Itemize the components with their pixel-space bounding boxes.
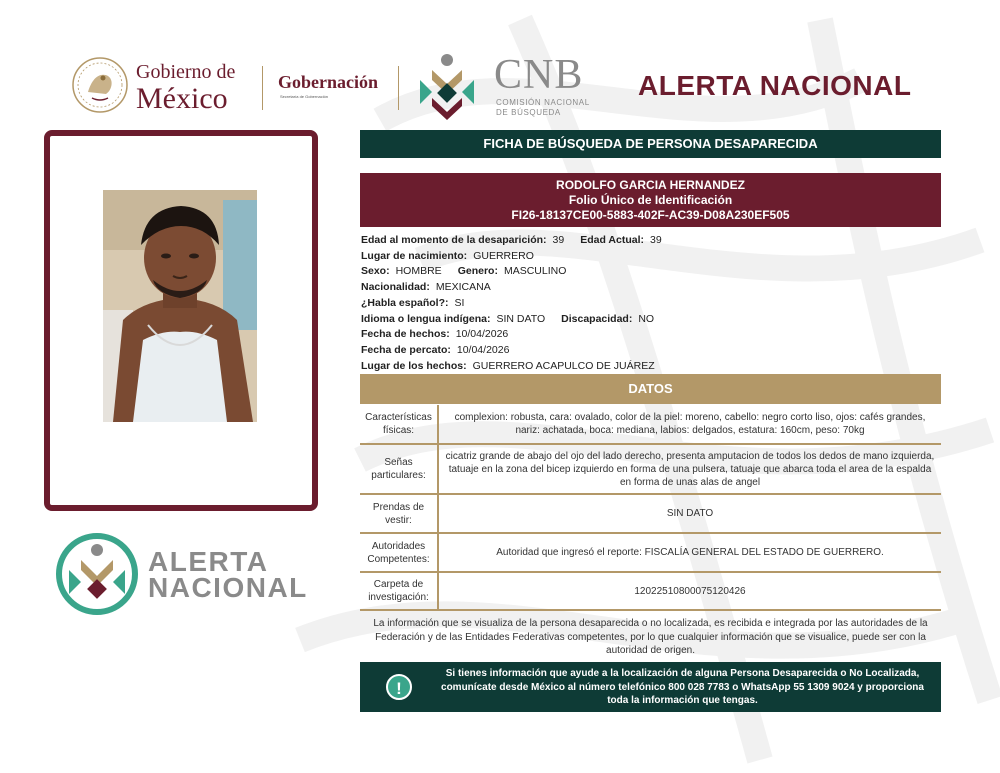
field-row-idioma (361, 312, 941, 328)
alerta-nacional-line2: NACIONAL (148, 572, 308, 603)
alerta-nacional-line1: ALERTA (148, 546, 269, 577)
datos-label: Autoridades Competentes: (360, 534, 439, 571)
mexico-seal-logo (70, 56, 130, 114)
contact-info-bar (360, 662, 941, 712)
alerta-nacional-title: ALERTA NACIONAL (638, 70, 912, 101)
habla-espanol-value: SI (454, 296, 465, 309)
header-divider (262, 66, 263, 110)
lugar-nacimiento-label: Lugar de nacimiento: (361, 249, 468, 262)
lugar-hechos-value: GUERRERO ACAPULCO DE JUÁREZ (472, 359, 655, 372)
ficha-title-bar: FICHA DE BÚSQUEDA DE PERSONA DESAPARECIDA (360, 130, 941, 158)
idioma-label: Idioma o lengua indígena: (361, 312, 491, 325)
field-row-lugar-hechos (361, 359, 941, 375)
discapacidad-label: Discapacidad: (561, 312, 633, 325)
folio-value: FI26-18137CE00-5883-402F-AC39-D08A230EF505 (511, 208, 790, 222)
header-divider (398, 66, 399, 110)
fecha-percato-label: Fecha de percato: (361, 343, 451, 356)
fecha-hechos-value: 10/04/2026 (455, 328, 509, 341)
discapacidad-value: NO (638, 312, 655, 325)
edad-desaparicion-label: Edad al momento de la desaparición: (361, 234, 547, 246)
genero-label: Genero: (457, 265, 498, 278)
lugar-hechos-label: Lugar de los hechos: (361, 359, 467, 372)
exclamation-icon: ! (386, 674, 412, 700)
cnb-title: CNB (494, 52, 584, 98)
datos-value: complexion: robusta, cara: ovalado, color de la piel: moreno, cabello: negro corto liso, ojos: cafés grandes, nariz: achatada, boca: mediana, labios: delgados, estatura: 160cm, peso: 70kg (454, 412, 926, 436)
datos-label: Señas particulares: (360, 445, 439, 493)
gobierno-line2: México (136, 82, 228, 115)
gobierno-de-mexico-wordmark (136, 62, 235, 114)
cnb-subtitle (496, 98, 590, 118)
person-fields (361, 233, 941, 374)
cnb-subtitle-line1: COMISIÓN NACIONAL (496, 98, 590, 107)
person-name-bar (360, 173, 941, 227)
table-row (360, 405, 941, 445)
gobernacion-wordmark: Gobernación (278, 72, 379, 92)
folio-label: Folio Único de Identificación (568, 193, 733, 207)
gobierno-line1: Gobierno de (136, 61, 236, 83)
cnb-logo-icon (410, 50, 484, 124)
field-row-sexo (361, 264, 941, 280)
datos-title-bar: DATOS (360, 374, 941, 404)
datos-label: Prendas de vestir: (360, 495, 439, 532)
genero-value: MASCULINO (503, 265, 567, 278)
gobernacion-subtitle: Secretaría de Gobernación (280, 94, 329, 99)
fecha-percato-value: 10/04/2026 (456, 343, 510, 356)
disclaimer-text: La información que se visualiza de la persona desaparecida o no localizada, es recibida e integrada por las autoridades de la Federación y de las Entidades Federativas competentes, por lo que cualquier información que se visualice, puede ser con la autoridad de origen. (373, 618, 928, 656)
edad-desaparicion-value: 39 (552, 234, 565, 246)
nacionalidad-label: Nacionalidad: (361, 281, 430, 294)
cnb-subtitle-line2: DE BÚSQUEDA (496, 108, 561, 117)
contact-info-text: Si tienes información que ayude a la localización de alguna Persona Desaparecida o No Localizada, comunícate desde México al número telefónico 800 028 7783 o WhatsApp 55 1309 9024 y proporciona toda la información que tengas. (441, 668, 924, 706)
datos-value: cicatriz grande de abajo del ojo del lado derecho, presenta amputacion de todos los dedos de mano izquierda, tatuaje en la zona del bicep izquierdo en forma de una pulsera, tatuaje que abarca toda el area de la espalda en forma de unas alas de angel (445, 450, 935, 488)
edad-actual-label: Edad Actual: (580, 234, 645, 246)
field-row-fecha-percato (361, 343, 941, 359)
datos-value: SIN DATO (666, 508, 714, 519)
alerta-nacional-logo-icon (55, 532, 139, 616)
table-row (360, 573, 941, 611)
edad-actual-value: 39 (650, 234, 662, 246)
field-row-fecha-hechos (361, 327, 941, 343)
field-row-edad (361, 233, 941, 249)
person-photo (103, 190, 257, 422)
datos-value: Autoridad que ingresó el reporte: FISCALÍA GENERAL DEL ESTADO DE GUERRERO. (496, 547, 884, 558)
idioma-value: SIN DATO (496, 312, 546, 325)
table-row (360, 495, 941, 534)
lugar-nacimiento-value: GUERRERO (473, 249, 534, 262)
datos-value: 12022510800075120426 (634, 585, 746, 597)
table-row (360, 445, 941, 495)
field-row-nacionalidad (361, 280, 941, 296)
datos-table (360, 405, 941, 611)
alerta-nacional-wordmark (148, 546, 308, 603)
field-row-lugar-nacimiento (361, 249, 941, 265)
person-name: RODOLFO GARCIA HERNANDEZ (556, 178, 745, 192)
table-row (360, 534, 941, 573)
datos-label: Carpeta de investigación: (360, 573, 439, 609)
field-row-habla-espanol (361, 296, 941, 312)
fecha-hechos-label: Fecha de hechos: (361, 328, 450, 341)
nacionalidad-value: MEXICANA (435, 281, 491, 294)
sexo-label: Sexo: (361, 265, 390, 278)
habla-espanol-label: ¿Habla español?: (361, 296, 449, 309)
sexo-value: HOMBRE (395, 265, 442, 278)
datos-label: Características físicas: (360, 405, 439, 443)
